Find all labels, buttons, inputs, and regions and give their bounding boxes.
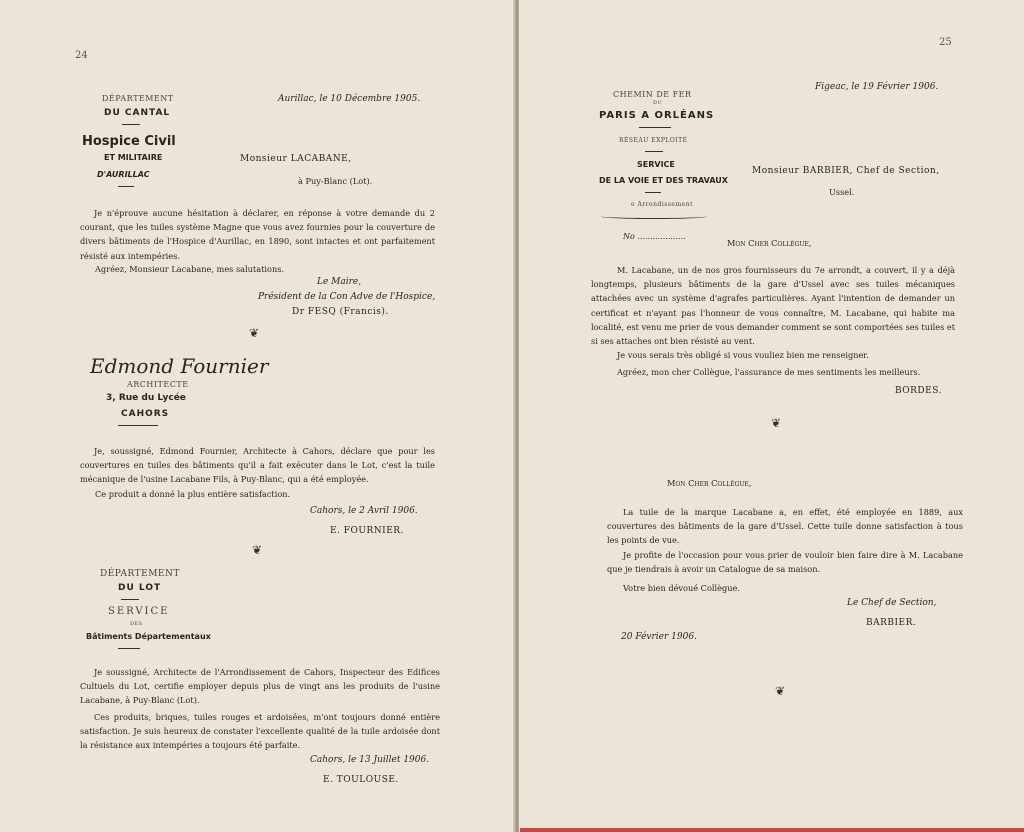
divider	[645, 192, 661, 193]
closing: Agréez, mon cher Collègue, l'assurance de mes sentiments les meilleurs.	[617, 367, 921, 377]
right-page	[519, 0, 1024, 832]
signature-line-3: Dr FESQ (Francis).	[292, 307, 389, 317]
addressee: Monsieur LACABANE,	[240, 154, 352, 164]
architect-title: ARCHITECTE	[127, 380, 189, 389]
divider	[122, 124, 140, 125]
page-number: 25	[939, 37, 952, 48]
reseau-label: RÉSEAU EXPLOITÉ	[619, 137, 688, 144]
dept-label: DÉPARTEMENT	[100, 569, 180, 579]
closing: Ce produit a donné la plus entière satisfaction.	[95, 489, 291, 499]
place-date: Cahors, le 13 Juillet 1906.	[310, 755, 430, 765]
divider	[121, 599, 139, 600]
signature: E. TOULOUSE.	[323, 775, 399, 785]
closing: Agréez, Monsieur Lacabane, mes salutations.	[95, 264, 285, 274]
service-label: SERVICE	[637, 160, 675, 169]
letter-body: Je profite de l'occasion pour vous prier de vouloir bien faire dire à M. Lacabane que je tiendrais à avoir un Catalogue de sa maison.	[607, 550, 963, 575]
addressee: Monsieur BARBIER, Chef de Section,	[752, 166, 940, 176]
divider	[645, 151, 663, 152]
address: à Puy-Blanc (Lot).	[298, 176, 373, 186]
date: 20 Février 1906.	[621, 632, 697, 642]
arrondissement-label: e Arrondissement	[631, 201, 693, 208]
company-line-1: CHEMIN DE FER	[613, 90, 692, 99]
letter-body: M. Lacabane, un de nos gros fournisseurs du 7e arrondt, a couvert, il y a déjà longtemps, plusieurs bâtiments de la gare d'Ussel avec ses tuiles mécaniques attachées avec un système d'agrafes particulières. Ayant l'intention de demander un certificat et n'ayant pas l'honneur de vous connaître, M. Lacabane, qui habite ma localité, est venu me prier de vous demander comment se sont comportées ses tuiles et si ses attaches ont bien résisté au vent.	[591, 265, 956, 347]
architect-street: 3, Rue du Lycée	[106, 393, 186, 403]
company-line-2: PARIS A ORLÉANS	[599, 110, 715, 121]
fleuron-ornament: ❦	[252, 543, 263, 557]
des-label: DES	[130, 621, 143, 627]
fleuron-ornament: ❦	[775, 684, 786, 698]
letter-body-2: Je vous serais très obligé si vous vouliez bien me renseigner.	[617, 350, 869, 360]
closing: Votre bien dévoué Collègue.	[623, 583, 740, 593]
dept-name: DU LOT	[118, 583, 162, 593]
org-sub2: D'AURILLAC	[97, 170, 150, 179]
place-date: Figeac, le 19 Février 1906.	[815, 82, 939, 92]
service-label-2: DE LA VOIE ET DES TRAVAUX	[599, 176, 728, 185]
letter-body: Ces produits, briques, tuiles rouges et ardoisées, m'ont toujours donné entière satisfaction. Je suis heureux de constater l'excellente qualité de la tuile ardoisée dont la résistance aux intempéries a toujours été parfaite.	[80, 712, 440, 751]
letter-body: Je soussigné, Architecte de l'Arrondissement de Cahors, Inspecteur des Edifices Cultuels du Lot, certifie employer depuis plus de vingt ans les produits de l'usine Lacabane, à Puy-Blanc (Lot).	[80, 667, 440, 706]
divider	[118, 186, 134, 187]
signature: BARBIER.	[866, 618, 917, 628]
fleuron-ornament: ❦	[249, 326, 260, 340]
dept-name: DU CANTAL	[104, 108, 171, 118]
architect-city: CAHORS	[121, 409, 170, 419]
letter-body: Je n'éprouve aucune hésitation à déclarer, en réponse à votre demande du 2 courant, que les tuiles système Magne que vous avez fournies pour la couverture de divers bâtiments de l'Hospice d'Aurillac, en 1890, sont intactes et ont parfaitement résisté aux intempéries.	[80, 208, 435, 261]
signature-line-1: Le Chef de Section,	[847, 598, 937, 608]
signature-line-1: Le Maire,	[317, 277, 362, 287]
service-label: SERVICE	[108, 606, 170, 617]
signature: BORDES.	[895, 386, 942, 396]
place-date: Aurillac, le 10 Décembre 1905.	[278, 94, 421, 104]
signature: E. FOURNIER.	[330, 526, 404, 536]
fleuron-ornament: ❦	[771, 416, 782, 430]
letter-body: Je, soussigné, Edmond Fournier, Architecte à Cahors, déclare que pour les couvertures en tuiles des bâtiments qu'il a fait exécuter dans le Lot, c'est la tuile mécanique de l'usine Lacabane Fils, à Puy-Blanc, qui a été employée.	[80, 446, 435, 485]
salutation: Mon Cher Collègue,	[727, 238, 812, 248]
letter-body: La tuile de la marque Lacabane a, en effet, été employée en 1889, aux couvertures des bâtiments de la gare d'Ussel. Cette tuile donne satisfaction à tous les points de vue.	[607, 507, 963, 546]
divider	[118, 425, 158, 426]
page-edge-red	[520, 828, 1024, 832]
divider	[639, 127, 671, 128]
service-name: Bâtiments Départementaux	[86, 632, 211, 641]
flourish-ornament	[601, 214, 707, 219]
place-date: Cahors, le 2 Avril 1906.	[310, 506, 418, 516]
architect-name: Edmond Fournier	[90, 354, 269, 378]
reference-number: No ...................	[623, 232, 686, 241]
signature-line-2: Président de la Con Adve de l'Hospice,	[258, 292, 436, 302]
address: Ussel.	[829, 187, 855, 197]
divider	[118, 648, 140, 649]
dept-label: DÉPARTEMENT	[102, 94, 174, 103]
org-sub1: ET MILITAIRE	[104, 153, 163, 162]
page-number: 24	[75, 50, 88, 61]
du-label: DU	[653, 100, 663, 106]
org-title: Hospice Civil	[82, 134, 176, 149]
salutation: Mon Cher Collègue,	[667, 478, 752, 488]
